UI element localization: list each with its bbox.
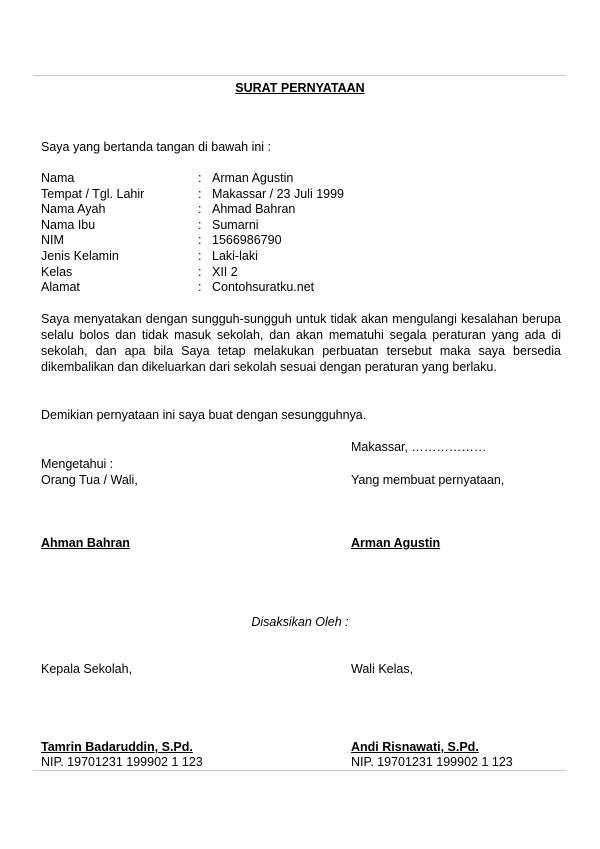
declarant-signatory-name: Arman Agustin [351,536,441,550]
statement-paragraph: Saya menyatakan dengan sungguh-sungguh untuk tidak akan mengulangi kesalahan berupa selalu bolos dan tidak masuk sekolah, dan akan mematuhi segala peraturan yang ada di sekolah, dan apa bila Saya tetap melakukan perbuatan tersebut maka saya bersedia dikembalikan dan dikeluarkan dari sekolah sesuai dengan peraturan yang berlaku. [41,312,561,374]
place-date: Makassar, ……………… [351,440,487,454]
principal-nip: NIP. 19701231 199902 1 123 [41,755,203,769]
field-value: Makassar / 23 Juli 1999 [212,186,345,201]
field-separator: : [198,248,202,263]
witness-label: Disaksikan Oleh : [251,615,349,629]
field-label: Kelas [41,264,73,279]
declarant-label: Yang membuat pernyataan, [351,473,505,487]
field-separator: : [198,264,202,279]
field-separator: : [198,280,202,295]
field-label: Tempat / Tgl. Lahir [41,186,145,201]
closing-sentence: Demikian pernyataan ini saya buat dengan sesungguhnya. [41,408,367,422]
field-value: Laki-laki [212,248,258,263]
field-label: Alamat [41,280,80,295]
field-label: Jenis Kelamin [41,248,119,263]
homeroom-teacher-nip: NIP. 19701231 199902 1 123 [351,755,513,769]
acknowledged-label: Mengetahui : [41,457,114,471]
bottom-rule [33,770,566,771]
homeroom-teacher-name: Andi Risnawati, S.Pd. [351,740,479,754]
field-separator: : [198,171,202,185]
principal-name: Tamrin Badaruddin, S.Pd. [41,740,193,754]
document-title: SURAT PERNYATAAN [235,81,365,95]
top-rule [33,75,566,76]
intro-text: Saya yang bertanda tangan di bawah ini : [41,140,272,154]
field-label: Nama Ibu [41,217,96,232]
field-value: Ahmad Bahran [212,202,296,217]
field-label: Nama Ayah [41,202,106,217]
homeroom-teacher-role: Wali Kelas, [351,662,414,676]
field-label: Nama [41,171,75,185]
field-value: XII 2 [212,264,238,279]
parent-guardian-label: Orang Tua / Wali, [41,473,138,487]
field-value: Arman Agustin [212,171,294,185]
field-label: NIM [41,233,64,248]
field-separator: : [198,202,202,217]
field-separator: : [198,217,202,232]
field-separator: : [198,233,202,248]
field-value: Contohsuratku.net [212,280,315,295]
parent-signatory-name: Ahman Bahran [41,536,130,550]
principal-role: Kepala Sekolah, [41,662,133,676]
field-separator: : [198,186,202,201]
field-value: Sumarni [212,217,259,232]
field-value: 1566986790 [212,233,282,248]
